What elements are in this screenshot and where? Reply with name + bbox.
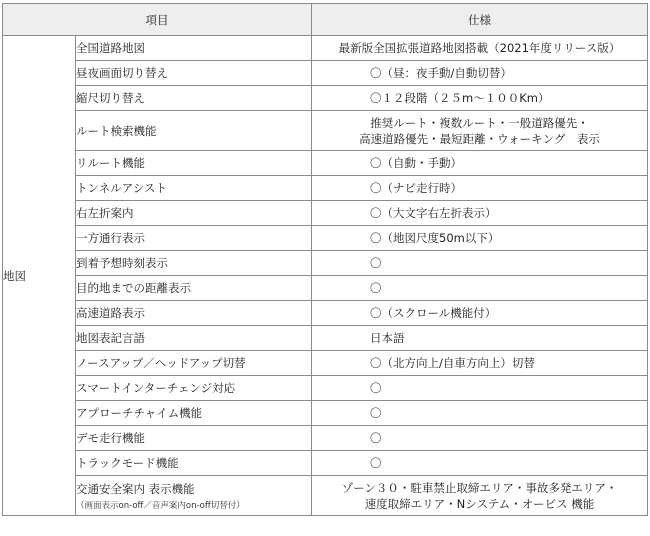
spec-cell: 〇 xyxy=(312,376,648,401)
spec-column-header: 仕様 xyxy=(312,4,648,36)
table-row xyxy=(3,226,648,251)
spec-cell xyxy=(312,111,648,151)
item-cell: 右左折案内 xyxy=(76,201,312,226)
item-cell: リルート機能 xyxy=(76,151,312,176)
spec-cell: 〇 xyxy=(312,451,648,476)
table-row xyxy=(3,326,648,351)
spec-table xyxy=(2,3,648,516)
spec-cell: 日本語 xyxy=(312,326,648,351)
item-cell: 地図表記言語 xyxy=(76,326,312,351)
table-row xyxy=(3,151,648,176)
spec-cell: 〇（スクロール機能付） xyxy=(312,301,648,326)
spec-cell xyxy=(312,476,648,516)
table-row xyxy=(3,476,648,516)
spec-cell: 〇（北方向上/自車方向上）切替 xyxy=(312,351,648,376)
item-cell: 高速道路表示 xyxy=(76,301,312,326)
table-row xyxy=(3,351,648,376)
spec-cell: 〇 xyxy=(312,426,648,451)
item-cell: ルート検索機能 xyxy=(76,111,312,151)
category-cell: 地図 xyxy=(3,36,76,516)
spec-line: 高速道路優先・最短距離・ウォーキング 表示 xyxy=(359,131,600,146)
table-row xyxy=(3,176,648,201)
item-cell: 昼夜画面切り替え xyxy=(76,61,312,86)
table-row xyxy=(3,426,648,451)
spec-cell: 〇 xyxy=(312,276,648,301)
item-cell xyxy=(76,476,312,516)
table-row xyxy=(3,401,648,426)
table-row xyxy=(3,36,648,61)
item-cell: アプローチチャイム機能 xyxy=(76,401,312,426)
table-row xyxy=(3,111,648,151)
table-row xyxy=(3,376,648,401)
spec-cell: 〇（自動・手動） xyxy=(312,151,648,176)
item-column-header: 項目 xyxy=(3,4,312,36)
item-cell: スマートインターチェンジ対応 xyxy=(76,376,312,401)
table-header-row xyxy=(3,4,648,36)
spec-cell: 最新版全国拡張道路地図搭載（2021年度リリース版） xyxy=(312,36,648,61)
spec-cell: 〇 xyxy=(312,401,648,426)
spec-cell: 〇（地図尺度50m以下） xyxy=(312,226,648,251)
item-cell: デモ走行機能 xyxy=(76,426,312,451)
table-row xyxy=(3,251,648,276)
item-cell: トンネルアシスト xyxy=(76,176,312,201)
table-row xyxy=(3,201,648,226)
table-row xyxy=(3,301,648,326)
spec-line: ゾーン３０・駐車禁止取締エリア・事故多発エリア・ xyxy=(341,480,618,495)
spec-cell: 〇（大文字右左折表示） xyxy=(312,201,648,226)
spec-cell: 〇 xyxy=(312,251,648,276)
spec-cell: 〇（ナビ走行時） xyxy=(312,176,648,201)
spec-line: 速度取締エリア・Nシステム・オービス 機能 xyxy=(364,496,595,511)
item-cell: 到着予想時刻表示 xyxy=(76,251,312,276)
table-row xyxy=(3,86,648,111)
spec-cell: 〇１２段階（２５m～１００Km） xyxy=(312,86,648,111)
item-cell: 全国道路地図 xyxy=(76,36,312,61)
item-cell: 一方通行表示 xyxy=(76,226,312,251)
item-cell: 目的地までの距離表示 xyxy=(76,276,312,301)
table-row xyxy=(3,451,648,476)
item-cell: ノースアップ／ヘッドアップ切替 xyxy=(76,351,312,376)
table-row xyxy=(3,61,648,86)
item-cell: 縮尺切り替え xyxy=(76,86,312,111)
item-label: 交通安全案内 表示機能 xyxy=(76,481,195,496)
spec-cell: 〇（昼：夜手動/自動切替） xyxy=(312,61,648,86)
table-row xyxy=(3,276,648,301)
item-cell: トラックモード機能 xyxy=(76,451,312,476)
item-sublabel: （画面表示on-off／音声案内on-off切替付） xyxy=(76,500,245,511)
spec-line: 推奨ルート・複数ルート・一般道路優先・ xyxy=(370,115,589,130)
